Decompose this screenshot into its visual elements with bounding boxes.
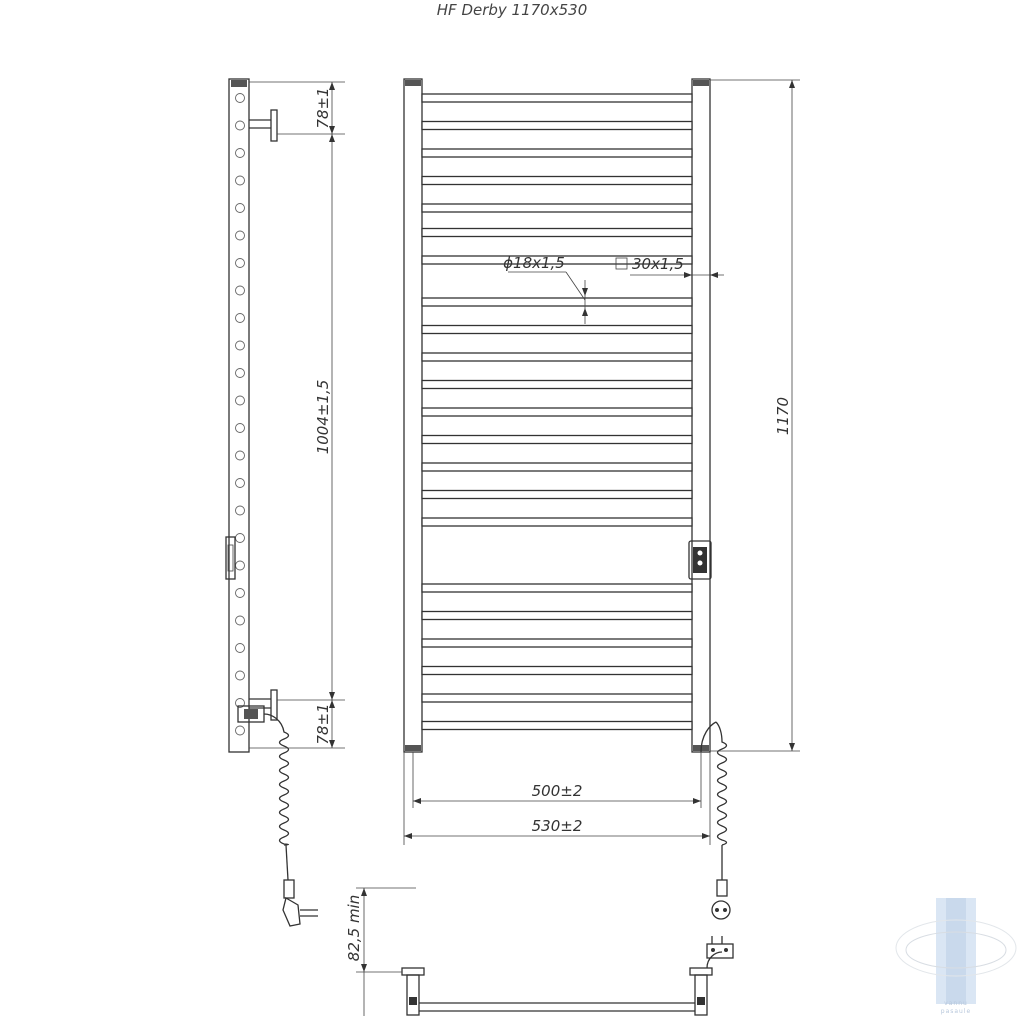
dim-outer-width: 530±2 (531, 817, 583, 835)
watermark-logo (896, 898, 1016, 1015)
front-plug (712, 901, 730, 919)
bar-end-circle (236, 671, 245, 680)
bar-end-circle (236, 231, 245, 240)
crossbar (422, 149, 692, 157)
bar-end-circle (236, 286, 245, 295)
left-rail (404, 79, 422, 752)
top-wall-bracket (271, 110, 277, 141)
bar-end-circle (236, 534, 245, 543)
dim-mount-spacing: 1004±1,5 (314, 379, 332, 455)
crossbar (422, 694, 692, 702)
bar-end-circle (236, 341, 245, 350)
crossbar (422, 463, 692, 471)
top-right-rail (695, 975, 707, 1015)
dim-bottom-offset: 78±1 (314, 703, 332, 745)
crossbar (422, 326, 692, 334)
bar-end-circle (236, 369, 245, 378)
bar-end-circle (236, 149, 245, 158)
label-rail-profile: 30x1,5 (632, 255, 684, 273)
bar-end-circle (236, 451, 245, 460)
crossbar (422, 518, 692, 526)
bar-end-circle (236, 726, 245, 735)
side-plug (283, 898, 300, 926)
right-rail (692, 79, 710, 752)
crossbar (422, 298, 692, 306)
side-spiral-cable (264, 714, 289, 845)
bar-end-circle (236, 561, 245, 570)
bar-end-circle (236, 204, 245, 213)
crossbar (422, 177, 692, 185)
front-spiral-cable (716, 722, 727, 845)
side-rail (229, 79, 249, 752)
watermark-line1: vannu (944, 1000, 968, 1007)
crossbar (422, 381, 692, 389)
dim-height: 1170 (774, 396, 792, 436)
bar-end-circle (236, 259, 245, 268)
side-view (226, 79, 318, 926)
bar-end-circle (236, 424, 245, 433)
drawing-title: HF Derby 1170x530 (436, 1, 588, 19)
top-left-rail (407, 975, 419, 1015)
top-view (402, 936, 733, 1015)
side-thermostat (226, 537, 235, 579)
dim-inner-width: 500±2 (531, 782, 583, 800)
crossbar (422, 408, 692, 416)
crossbar (422, 229, 692, 237)
top-plug (707, 944, 733, 958)
dim-min-depth: 82,5 min (345, 894, 363, 962)
bar-end-circle (236, 479, 245, 488)
height-dimension (710, 80, 800, 751)
bar-end-circle (236, 121, 245, 130)
bar-end-circle (236, 644, 245, 653)
crossbar (422, 353, 692, 361)
crossbar (422, 667, 692, 675)
bar-end-circle (236, 314, 245, 323)
bar-end-circle (236, 94, 245, 103)
side-plug-sleeve (284, 880, 294, 898)
crossbar (422, 436, 692, 444)
front-plug-sleeve (717, 880, 727, 896)
crossbar (422, 204, 692, 212)
side-bar-ends (236, 94, 245, 736)
crossbar (422, 491, 692, 499)
dim-top-offset: 78±1 (314, 87, 332, 129)
crossbar (422, 722, 692, 730)
side-rail-cap (231, 80, 247, 87)
side-dimensions (249, 82, 345, 748)
crossbar (422, 94, 692, 102)
crossbars (422, 94, 692, 730)
bar-end-circle (236, 396, 245, 405)
bar-end-circle (236, 506, 245, 515)
width-dimensions (404, 752, 710, 845)
bar-end-circle (236, 176, 245, 185)
crossbar (422, 122, 692, 130)
watermark-line2: pasaule (940, 1008, 972, 1015)
bar-end-circle (236, 589, 245, 598)
bar-end-circle (236, 616, 245, 625)
crossbar (422, 639, 692, 647)
depth-dimension (345, 888, 416, 1016)
crossbar (422, 612, 692, 620)
crossbar (422, 584, 692, 592)
label-bar-diameter: ϕ18x1,5 (503, 254, 565, 272)
